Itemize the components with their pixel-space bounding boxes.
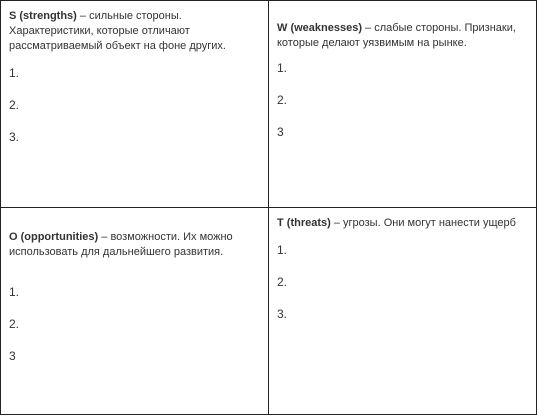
threats-cell (269, 208, 537, 415)
threats-description: – угрозы. Они могут нанести ущерб (330, 217, 516, 229)
strengths-key: S (strengths) (9, 10, 77, 22)
opportunities-item-2: 2. (9, 317, 20, 331)
weaknesses-key: W (weaknesses) (277, 22, 362, 34)
threats-item-3: 3. (277, 307, 288, 321)
strengths-list (9, 66, 260, 144)
weaknesses-cell (269, 1, 537, 208)
threats-list (277, 243, 528, 321)
weaknesses-title (277, 21, 528, 51)
opportunities-description: – возможности. Их можно использовать для дальнейшего развития. (9, 231, 233, 258)
opportunities-item-3: 3 (9, 349, 16, 363)
strengths-title (9, 9, 260, 54)
opportunities-cell (1, 208, 269, 415)
threats-item-1: 1. (277, 243, 288, 257)
opportunities-title (9, 230, 260, 260)
threats-key: T (threats) (277, 217, 331, 229)
opportunities-key: O (opportunities) (9, 231, 99, 243)
swot-row-bottom (1, 208, 537, 415)
threats-title (277, 216, 528, 231)
swot-row-top (1, 1, 537, 208)
threats-item-2: 2. (277, 275, 288, 289)
strengths-item-3: 3. (9, 130, 20, 144)
weaknesses-list (277, 61, 528, 139)
weaknesses-item-2: 2. (277, 93, 288, 107)
weaknesses-description: – слабые стороны. Признаки, которые делают уязвимым на рынке. (277, 22, 516, 49)
strengths-item-2: 2. (9, 98, 20, 112)
strengths-cell (1, 1, 269, 208)
opportunities-item-1: 1. (9, 285, 20, 299)
strengths-item-1: 1. (9, 66, 20, 80)
opportunities-list (9, 285, 260, 363)
strengths-description: – сильные стороны. Характеристики, которые отличают рассматриваемый объект на фоне других. (9, 10, 226, 52)
weaknesses-item-1: 1. (277, 61, 288, 75)
weaknesses-item-3: 3 (277, 125, 284, 139)
